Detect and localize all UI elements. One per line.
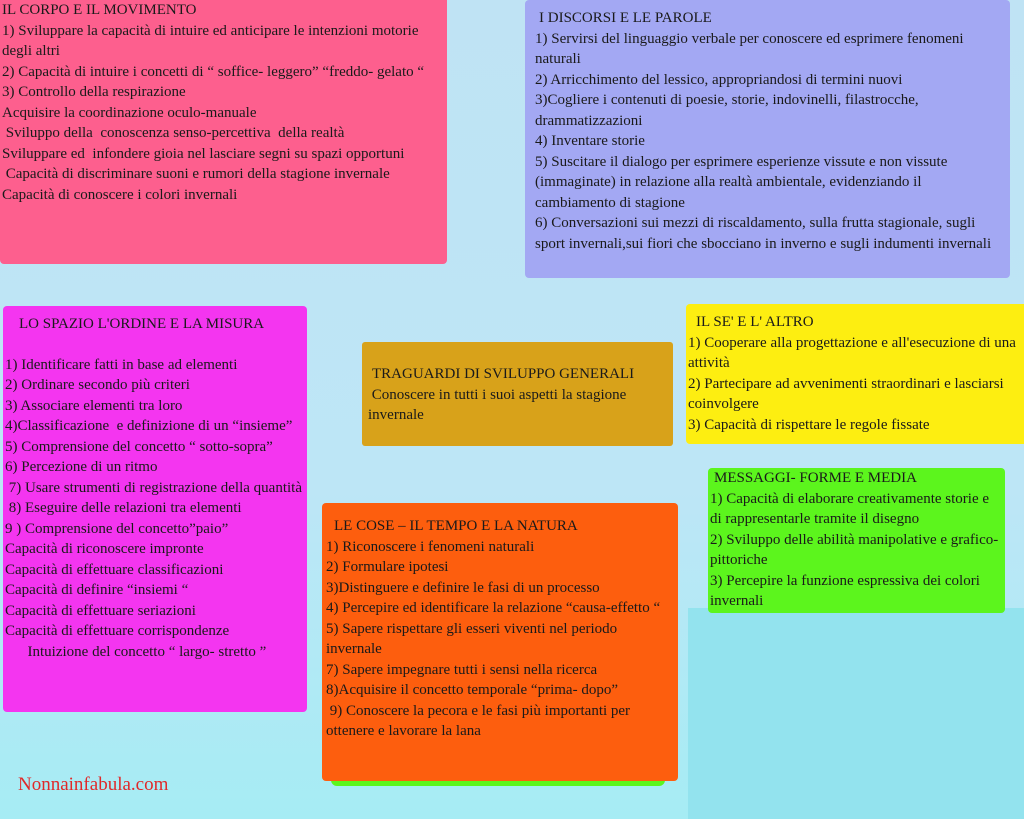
box-spazio-ordine-misura: [3, 306, 307, 712]
list-item: 8)Acquisire il concetto temporale “prima- dopo”: [326, 682, 618, 698]
list-item: 6) Conversazioni sui mezzi di riscaldamento, sulla frutta stagionale, sugli sport invernali,sui fiori che sbocciano in inverno e sugli indumenti invernali: [535, 215, 992, 252]
list-item: Capacità di effettuare seriazioni: [5, 602, 196, 619]
site-watermark: Nonnainfabula.com: [18, 774, 169, 795]
background-panel: [688, 608, 1024, 819]
box-title: LO SPAZIO L'ORDINE E LA MISURA: [19, 316, 265, 332]
list-item: 1) Sviluppare la capacità di intuire ed anticipare le intenzioni motorie degli altri: [2, 22, 423, 59]
list-item: 2) Ordinare secondo più criteri: [5, 377, 190, 393]
list-item: 5) Suscitare il dialogo per esprimere esperienze vissute e non vissute (immaginate) in relazione alla realtà ambientale, evidenziando il cambiamento di stagione: [535, 153, 952, 211]
list-item: Capacità di riconoscere impronte: [5, 541, 204, 557]
list-item: 8) Eseguire delle relazioni tra elementi: [5, 500, 242, 516]
list-item: 5) Sapere rispettare gli esseri viventi nel periodo invernale: [326, 620, 621, 657]
list-item: 1) Riconoscere i fenomeni naturali: [326, 538, 535, 555]
list-item: 7) Usare strumenti di registrazione della quantità: [5, 479, 302, 496]
list-item: Capacità di discriminare suoni e rumori della stagione invernale: [2, 166, 390, 182]
list-item: Capacità di definire “insiemi “: [5, 582, 189, 598]
box-messaggi-forme-media: [708, 468, 1005, 613]
box-title: MESSAGGI- FORME E MEDIA: [714, 470, 917, 486]
list-item: 2) Capacità di intuire i concetti di “ soffice- leggero” “freddo- gelato “: [2, 63, 425, 80]
list-item: Intuizione del concetto “ largo- stretto ”: [5, 643, 267, 660]
list-item: 2) Formulare ipotesi: [326, 559, 449, 575]
list-item: 5) Comprensione del concetto “ sotto-sopra”: [5, 438, 273, 455]
list-item: 3) Capacità di rispettare le regole fissate: [688, 416, 930, 433]
box-cose-tempo-natura: [322, 503, 678, 781]
list-item: 7) Sapere impegnare tutti i sensi nella ricerca: [326, 661, 598, 678]
list-item: 1) Identificare fatti in base ad elementi: [5, 356, 238, 373]
box-se-altro: [686, 304, 1024, 444]
box-title: TRAGUARDI DI SVILUPPO GENERALI: [372, 366, 635, 382]
box-body: [326, 537, 674, 742]
list-item: 3) Associare elementi tra loro: [5, 397, 183, 414]
box-corpo-movimento: [0, 0, 447, 264]
list-item: 2) Arricchimento del lessico, appropriandosi di termini nuovi: [535, 71, 903, 88]
list-item: 6) Percezione di un ritmo: [5, 459, 158, 475]
box-title: IL CORPO E IL MOVIMENTO: [2, 2, 197, 18]
box-body: [710, 489, 1001, 612]
box-body: [2, 21, 443, 206]
box-traguardi-sviluppo: [362, 342, 673, 446]
list-item: 3)Distinguere e definire le fasi di un processo: [326, 579, 600, 596]
list-item: 4) Inventare storie: [535, 133, 645, 149]
list-item: 2) Sviluppo delle abilità manipolative e grafico- pittoriche: [710, 531, 1002, 568]
list-item: 9) Conoscere la pecora e le fasi più importanti per ottenere e lavorare la lana: [326, 702, 634, 739]
list-item: Capacità di effettuare classificazioni: [5, 561, 224, 578]
list-item: Sviluppo della conoscenza senso-percettiva della realtà: [2, 125, 345, 141]
list-item: 1) Servirsi del linguaggio verbale per conoscere ed esprimere fenomeni naturali: [535, 30, 968, 67]
box-body: [688, 333, 1020, 436]
box-text: Conoscere in tutti i suoi aspetti la stagione invernale: [368, 386, 631, 423]
box-body: [535, 29, 1004, 255]
list-item: 3) Controllo della respirazione: [2, 84, 186, 100]
list-item: 1) Capacità di elaborare creativamente storie e di rappresentarle tramite il disegno: [710, 490, 993, 527]
box-title: I DISCORSI E LE PAROLE: [539, 10, 712, 26]
box-discorsi-parole: [525, 0, 1010, 278]
list-item: 3) Percepire la funzione espressiva dei colori invernali: [710, 572, 984, 609]
list-item: 3)Cogliere i contenuti di poesie, storie, indovinelli, filastrocche, drammatizzazioni: [535, 92, 923, 129]
list-item: Capacità di conoscere i colori invernali: [2, 186, 238, 203]
list-item: Sviluppare ed infondere gioia nel lasciare segni su spazi opportuni: [2, 145, 405, 162]
list-item: 4) Percepire ed identificare la relazione “causa-effetto “: [326, 600, 661, 616]
list-item: 1) Cooperare alla progettazione e all'esecuzione di una attività: [688, 334, 1020, 371]
list-item: Acquisire la coordinazione oculo-manuale: [2, 104, 257, 121]
list-item: 4)Classificazione e definizione di un “insieme”: [5, 418, 293, 434]
box-title: LE COSE – IL TEMPO E LA NATURA: [334, 518, 578, 534]
list-item: 9 ) Comprensione del concetto”paio”: [5, 520, 229, 537]
box-title: IL SE' E L' ALTRO: [696, 314, 814, 330]
box-body: [5, 355, 303, 663]
list-item: 2) Partecipare ad avvenimenti straordinari e lasciarsi coinvolgere: [688, 375, 1008, 412]
list-item: Capacità di effettuare corrispondenze: [5, 623, 230, 639]
